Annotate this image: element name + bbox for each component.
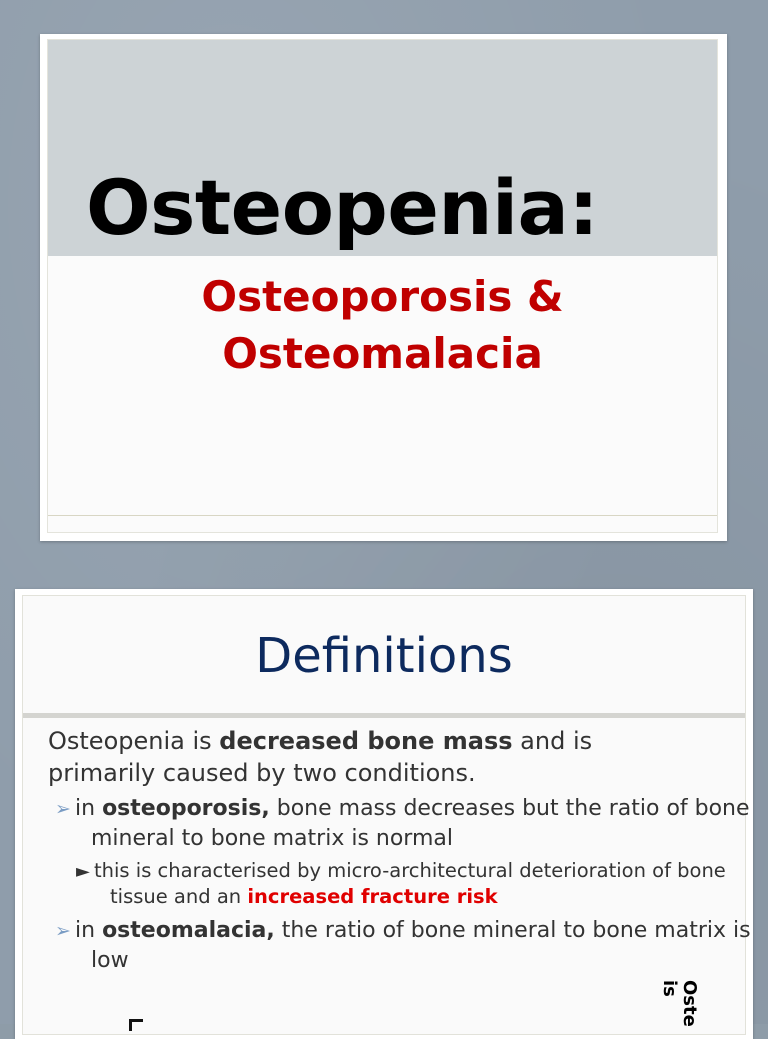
bullet-osteomalacia: ➢ in osteomalacia, the ratio of bone mineral to bone matrix is low (55, 918, 751, 973)
heading-divider (23, 713, 745, 718)
intro-prefix: Osteopenia is (48, 727, 220, 755)
slide-subtitle (48, 268, 717, 382)
definitions-slide[interactable] (15, 589, 753, 1039)
bullet1-suffix: bone mass decreases but the ratio of bone mineral to bone matrix is normal (91, 796, 750, 851)
rotated-line-2: is (659, 980, 680, 997)
bullet2-suffix: the ratio of bone mineral to bone matrix is low (91, 918, 751, 973)
intro-paragraph (48, 725, 688, 789)
slide-title: Osteopenia: (86, 163, 599, 252)
title-slide[interactable] (40, 34, 727, 541)
subtitle-line-2: Osteomalacia (222, 329, 543, 378)
definitions-heading: Definitions (255, 628, 513, 684)
rotated-text-fragment (659, 980, 699, 1027)
bullet2-prefix: in (75, 918, 103, 943)
footer-divider (48, 515, 717, 516)
subbullet-emphasis: increased fracture risk (247, 885, 498, 908)
cutoff-shape (129, 1019, 143, 1031)
rotated-line-1: Oste (679, 980, 700, 1027)
bullet1-bold: osteoporosis, (102, 796, 270, 821)
intro-suffix: and is primarily caused by two conditions. (48, 727, 593, 787)
definitions-slide-frame (22, 595, 751, 1035)
intro-bold: decreased bone mass (219, 727, 513, 755)
subbullet-prefix: this is characterised by micro-architectural deterioration of bone tissue and an (94, 859, 726, 908)
subbullet-fracture-risk: ► this is characterised by micro-architectural deterioration of bone tissue and an increased fracture risk (76, 859, 726, 908)
bullet2-bold: osteomalacia, (102, 918, 275, 943)
bullet-osteoporosis: ➢ in osteoporosis, bone mass decreases but the ratio of bone mineral to bone matrix is normal (55, 796, 750, 851)
title-slide-frame (47, 39, 718, 533)
bullet1-prefix: in (75, 796, 103, 821)
subtitle-line-1: Osteoporosis & (201, 272, 564, 321)
